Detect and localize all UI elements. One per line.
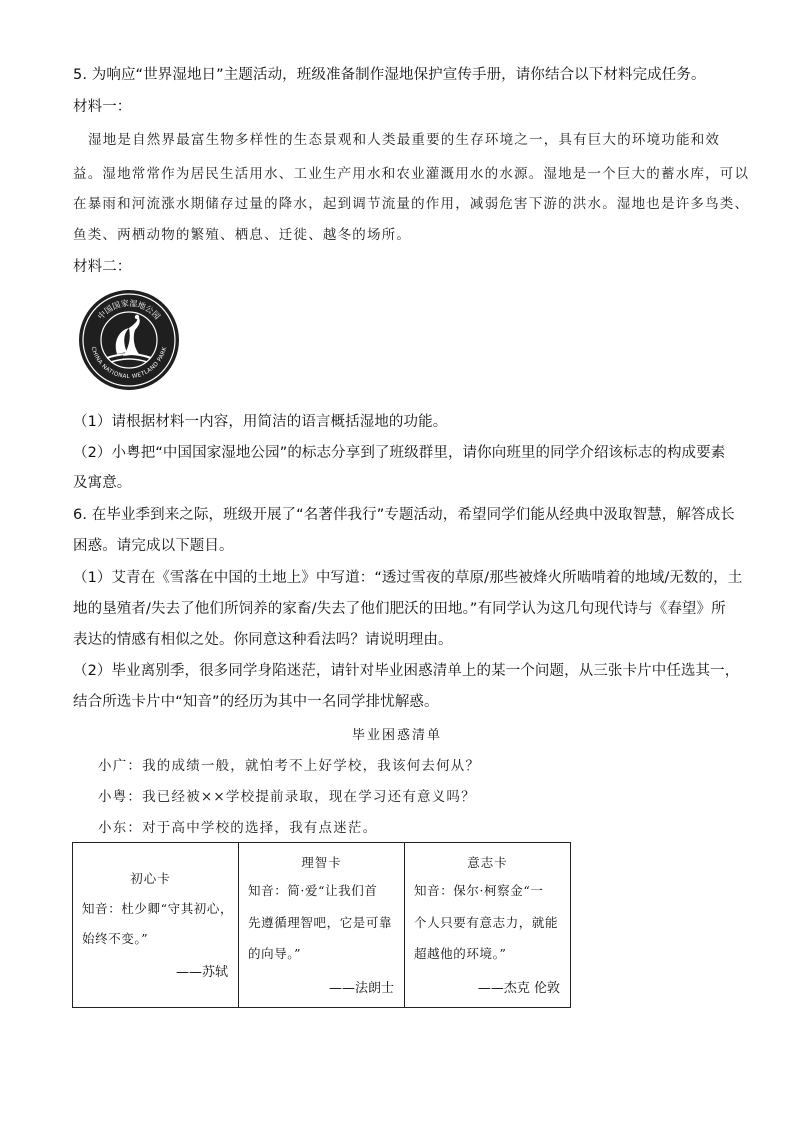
card-line: 知音：保尔·柯察金“一 bbox=[414, 883, 544, 898]
list-title: 毕业困惑清单 bbox=[351, 728, 442, 743]
card-title: 意志卡 bbox=[467, 855, 508, 870]
card-line: 知音：杜少卿“守其初心， bbox=[82, 901, 234, 916]
card-title: 理智卡 bbox=[301, 855, 342, 870]
card-author: ——法朗士 bbox=[328, 981, 394, 996]
card-line: 始终不变。” bbox=[82, 931, 149, 946]
card-line: 的向导。” bbox=[248, 946, 302, 961]
list-item: 小粤：我已经被××学校提前录取，现在学习还有意义吗？ bbox=[98, 789, 476, 805]
card-line: 先遵循理智吧，它是可靠 bbox=[248, 915, 393, 930]
svg-text:CHINA NATIONAL WETLAND PARK: CHINA NATIONAL WETLAND PARK bbox=[89, 346, 169, 381]
list-item: 小广：我的成绩一般，就怕考不上好学校，我该何去何从？ bbox=[98, 758, 481, 774]
material2-label: 材料二： bbox=[73, 259, 132, 275]
q6-stem-line: 困惑。请完成以下题目。 bbox=[73, 538, 234, 554]
card-author: ——杰克 伦敦 bbox=[477, 981, 560, 996]
q5-stem: 5. 为响应“世界湿地日”主题活动，班级准备制作湿地保护宣传手册，请你结合以下材料完成任务。 bbox=[73, 67, 706, 83]
material1-line: 鱼类、两栖动物的繁殖、栖息、迁徙、越冬的场所。 bbox=[73, 227, 412, 243]
card-lizhi bbox=[239, 843, 405, 1007]
card-line: 知音：简·爱“让我们首 bbox=[248, 883, 378, 898]
q6-stem-line: 6. 在毕业季到来之际，班级开展了“名著伴我行”专题活动，希望同学们能从经典中汲取智慧，解答成长 bbox=[73, 507, 735, 523]
material1-line: 湿地是自然界最富生物多样性的生态景观和人类最重要的生存环境之一，具有巨大的环境功能和效 bbox=[88, 132, 721, 148]
q6-sub1-line: 地的垦殖者/失去了他们所饲养的家畜/失去了他们肥沃的田地。”有同学认为这几句现代诗与《春望》所 bbox=[73, 601, 726, 617]
q5-sub1: （1）请根据材料一内容，用简洁的语言概括湿地的功能。 bbox=[73, 414, 448, 430]
card-yizhi bbox=[405, 843, 570, 1007]
q6-sub1-line: （1）艾青在《雪落在中国的土地上》中写道：“透过雪夜的草原/那些被烽火所啮啃着的地域/无数的，土 bbox=[73, 570, 743, 586]
material1-label: 材料一： bbox=[73, 99, 132, 115]
cards-table bbox=[72, 842, 571, 1008]
svg-text:中国国家湿地公园: 中国国家湿地公园 bbox=[96, 298, 162, 322]
q6-sub2-line: （2）毕业离别季，很多同学身陷迷茫，请针对毕业困惑清单上的某一个问题，从三张卡片中任选其一， bbox=[73, 663, 740, 679]
card-author: ——苏轼 bbox=[175, 965, 228, 980]
q6-sub1-line: 表达的情感有相似之处。你同意这种看法吗？请说明理由。 bbox=[73, 632, 453, 648]
q6-sub2-line: 结合所选卡片中“知音”的经历为其中一名同学排忧解惑。 bbox=[73, 694, 439, 710]
card-line: 个人只要有意志力，就能 bbox=[414, 915, 559, 930]
list-item: 小东：对于高中学校的选择，我有点迷茫。 bbox=[98, 820, 378, 836]
wetland-park-logo-icon bbox=[77, 288, 181, 392]
material1-line: 在暴雨和河流涨水期储存过量的降水，起到调节流量的作用，减弱危害下游的洪水。湿地也是许多鸟类、 bbox=[73, 196, 750, 212]
card-title: 初心卡 bbox=[130, 871, 171, 886]
card-line: 超越他的环境。” bbox=[414, 946, 507, 961]
q5-sub2-line: 及寓意。 bbox=[73, 475, 132, 491]
q5-sub2-line: （2）小粤把“中国国家湿地公园”的标志分享到了班级群里，请你向班里的同学介绍该标志的构成要素 bbox=[73, 445, 726, 461]
card-chuxin bbox=[73, 843, 239, 1007]
material1-line: 益。湿地常常作为居民生活用水、工业生产用水和农业灌溉用水的水源。湿地是一个巨大的蓄水库，可以 bbox=[73, 166, 750, 182]
